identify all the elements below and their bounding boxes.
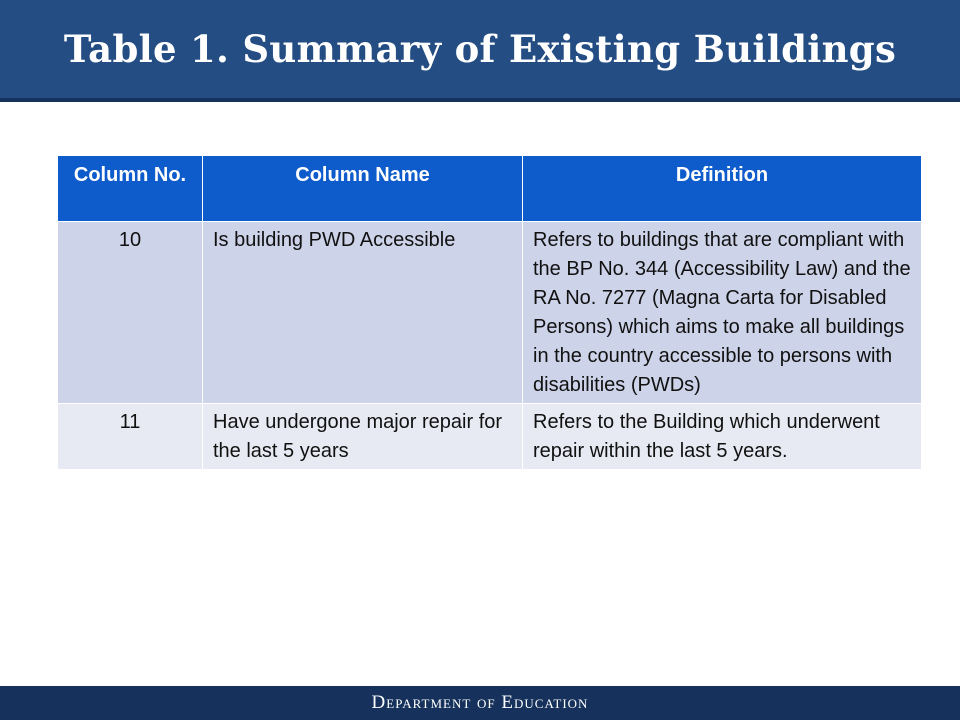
cell-column-no: 10 (58, 222, 203, 404)
column-header-no: Column No. (58, 156, 203, 222)
cell-definition: Refers to the Building which underwent repair within the last 5 years. (523, 404, 922, 470)
cell-definition: Refers to buildings that are compliant with the BP No. 344 (Accessibility Law) and the RA No. 7277 (Magna Carta for Disabled Persons) which aims to make all buildings in the country accessible to persons with disabilities (PWDs) (523, 222, 922, 404)
column-header-definition: Definition (523, 156, 922, 222)
table-header-row (58, 156, 922, 222)
department-label: Department of Education (371, 692, 589, 713)
table-row (58, 404, 922, 470)
cell-column-name: Is building PWD Accessible (203, 222, 523, 404)
cell-column-no: 11 (58, 404, 203, 470)
table-row (58, 222, 922, 404)
summary-table (57, 155, 922, 470)
slide-title: Table 1. Summary of Existing Buildings (63, 27, 897, 71)
footer-bar (0, 686, 960, 720)
title-bar (0, 0, 960, 102)
summary-table-container (57, 155, 921, 470)
column-header-name: Column Name (203, 156, 523, 222)
cell-column-name: Have undergone major repair for the last 5 years (203, 404, 523, 470)
